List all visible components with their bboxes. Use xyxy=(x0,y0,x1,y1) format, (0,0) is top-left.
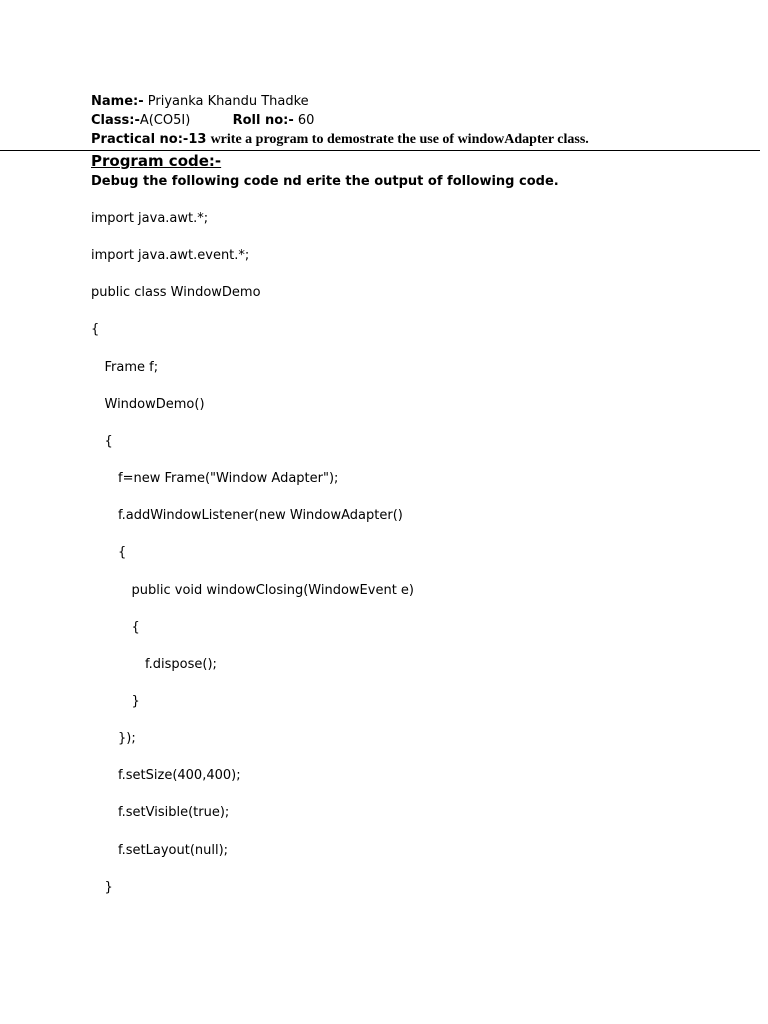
code-line: { xyxy=(118,545,127,561)
section-title: Program code:- xyxy=(91,152,222,170)
code-line: f.setSize(400,400); xyxy=(118,768,241,784)
instruction-text: Debug the following code nd erite the output of following code. xyxy=(91,174,559,189)
practical-text: write a program to demostrate the use of windowAdapter class. xyxy=(210,132,589,147)
code-line: f.setVisible(true); xyxy=(118,805,230,821)
code-line: } xyxy=(104,879,113,895)
code-line: { xyxy=(91,322,100,338)
student-name-line xyxy=(91,94,309,110)
code-line: { xyxy=(104,433,113,449)
name-label: Name:- xyxy=(91,94,144,109)
class-value: A(CO5I) xyxy=(139,113,191,128)
code-line: import java.awt.event.*; xyxy=(91,248,250,264)
roll-label: Roll no:- xyxy=(232,113,294,128)
code-line: public void windowClosing(WindowEvent e) xyxy=(131,582,415,598)
roll-value: 60 xyxy=(297,113,315,128)
code-line: WindowDemo() xyxy=(104,396,205,412)
horizontal-rule xyxy=(0,150,760,151)
code-line: public class WindowDemo xyxy=(91,285,261,301)
code-line: } xyxy=(131,693,140,709)
name-value: Priyanka Khandu Thadke xyxy=(147,94,309,109)
practical-title-line xyxy=(91,132,589,148)
code-line: { xyxy=(131,619,140,635)
class-roll-line xyxy=(91,113,314,129)
code-line: f.dispose(); xyxy=(145,656,217,672)
code-line: f.addWindowListener(new WindowAdapter() xyxy=(118,508,403,524)
code-line: Frame f; xyxy=(104,359,159,375)
code-line: }); xyxy=(118,731,136,747)
code-line: f=new Frame("Window Adapter"); xyxy=(118,471,339,487)
code-line: f.setLayout(null); xyxy=(118,842,229,858)
practical-label: Practical no:-13 xyxy=(91,132,207,147)
class-label: Class:- xyxy=(91,113,140,128)
code-line: import java.awt.*; xyxy=(91,211,209,226)
